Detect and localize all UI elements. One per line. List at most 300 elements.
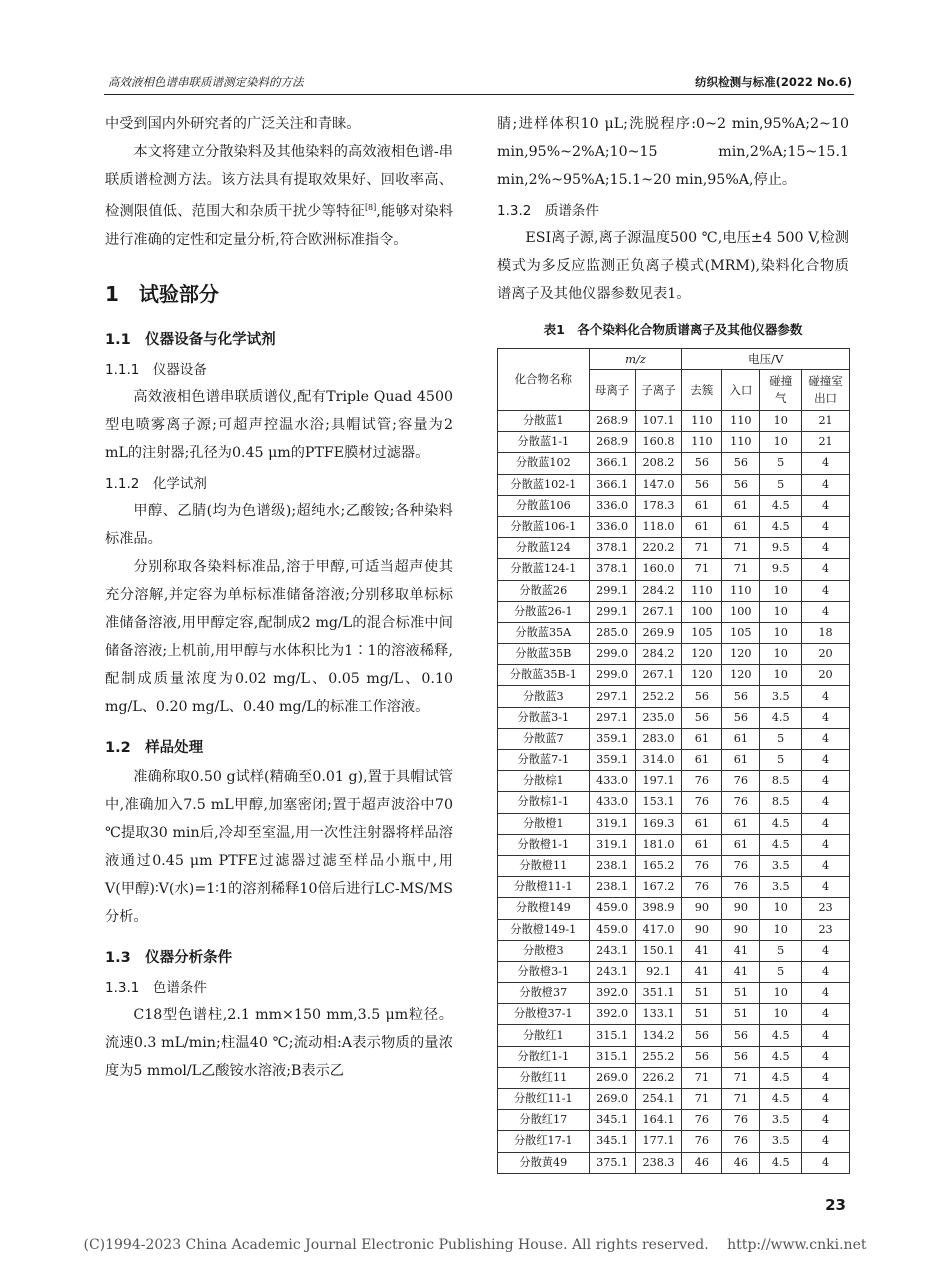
table-cell-value: 4: [802, 601, 850, 622]
table-cell-compound: 分散棕1-1: [498, 792, 590, 813]
table-row: [498, 538, 850, 559]
table-cell-compound: 分散橙149-1: [498, 919, 590, 940]
table-cell-compound: 分散蓝102: [498, 453, 590, 474]
table-cell-value: 243.1: [589, 961, 635, 982]
table-row: [498, 474, 850, 495]
table-cell-value: 336.0: [589, 516, 635, 537]
section-heading-1-1-2: 1.1.2 化学试剂: [105, 475, 207, 492]
table-cell-value: 226.2: [635, 1067, 682, 1088]
table-row: [498, 1046, 850, 1067]
table-cell-value: 61: [722, 813, 760, 834]
table-cell-value: 120: [722, 644, 760, 665]
table-cell-value: 220.2: [635, 538, 682, 559]
section-heading-1-3-1: 1.3.1 色谱条件: [105, 979, 207, 996]
table-cell-value: 351.1: [635, 983, 682, 1004]
table-cell-value: 160.8: [635, 432, 682, 453]
table-cell-value: 120: [682, 665, 722, 686]
table-cell-value: 61: [722, 516, 760, 537]
table-cell-value: 167.2: [635, 877, 682, 898]
section-heading-1-1-1: 1.1.1 仪器设备: [105, 361, 207, 378]
col-header-compound: 化合物名称: [498, 349, 590, 411]
table-cell-value: 4: [802, 1025, 850, 1046]
table-cell-value: 4.5: [760, 516, 802, 537]
table-cell-value: 61: [682, 728, 722, 749]
collision-gas-line1: 碰撞: [769, 374, 793, 388]
table-cell-value: 299.1: [589, 601, 635, 622]
table-cell-value: 254.1: [635, 1089, 682, 1110]
chromatography-paragraph-continued: 腈;进样体积10 μL;洗脱程序:0~2 min,95%A;2~10 min,95%~2%A;10~15 min,2%A;15~15.1 min,2%~95%A;15.1~20 min,95%A,停止。: [497, 116, 849, 188]
table-cell-value: 165.2: [635, 855, 682, 876]
table-cell-value: 398.9: [635, 898, 682, 919]
table-cell-value: 8.5: [760, 792, 802, 813]
table-cell-value: 120: [682, 644, 722, 665]
table-row: [498, 898, 850, 919]
sample-processing-paragraph: 准确称取0.50 g试样(精确至0.01 g),置于具帽试管中,准确加入7.5 mL甲醇,加塞密闭;置于超声波浴中70 ℃提取30 min后,冷却至室温,用一次性注射器将样品溶液通过0.45 μm PTFE过滤器过滤至样品小瓶中,用V(甲醇)∶V(水)=1∶1的溶剂稀释10倍后进行LC-MS/MS分析。: [105, 768, 453, 925]
table-cell-value: 5: [760, 728, 802, 749]
table-cell-value: 21: [802, 411, 850, 432]
table-cell-value: 5: [760, 940, 802, 961]
table-cell-value: 160.0: [635, 559, 682, 580]
table-cell-value: 10: [760, 919, 802, 940]
table-cell-value: 9.5: [760, 538, 802, 559]
table-caption: 表1 各个染料化合物质谱离子及其他仪器参数: [543, 322, 803, 337]
table-cell-value: 71: [682, 559, 722, 580]
table-cell-value: 120: [722, 665, 760, 686]
table-row: [498, 1089, 850, 1110]
table-cell-value: 4: [802, 538, 850, 559]
table-cell-compound: 分散蓝3-1: [498, 707, 590, 728]
copyright-footer: (C)1994-2023 China Academic Journal Electronic Publishing House. All rights reserved. http://www.cnki.net: [83, 1237, 867, 1253]
table-cell-value: 71: [682, 1089, 722, 1110]
table-cell-value: 100: [722, 601, 760, 622]
table-cell-compound: 分散红1: [498, 1025, 590, 1046]
table-cell-compound: 分散橙37-1: [498, 1004, 590, 1025]
table-cell-value: 76: [722, 1131, 760, 1152]
table-cell-compound: 分散蓝7: [498, 728, 590, 749]
table-cell-value: 76: [682, 877, 722, 898]
table-cell-value: 61: [682, 516, 722, 537]
table-cell-value: 76: [682, 855, 722, 876]
table-cell-value: 417.0: [635, 919, 682, 940]
table-cell-value: 378.1: [589, 538, 635, 559]
table-cell-value: 177.1: [635, 1131, 682, 1152]
table-cell-value: 76: [682, 1110, 722, 1131]
intro2-text: 本文将建立分散染料及其他染料的高效液相色谱-串联质谱检测方法。该方法具有提取效果好、回收率高、检测限值低、范围大和杂质干扰少等特征: [105, 144, 453, 220]
table-cell-value: 56: [682, 474, 722, 495]
table-cell-compound: 分散蓝26-1: [498, 601, 590, 622]
table-cell-value: 4: [802, 707, 850, 728]
table-cell-value: 238.1: [589, 855, 635, 876]
table-row: [498, 411, 850, 432]
table-cell-value: 4: [802, 834, 850, 855]
table-cell-value: 56: [722, 474, 760, 495]
table-cell-value: 4.5: [760, 813, 802, 834]
table-cell-value: 23: [802, 919, 850, 940]
table-cell-value: 90: [682, 898, 722, 919]
table-cell-value: 61: [722, 750, 760, 771]
table-cell-value: 4: [802, 940, 850, 961]
table-cell-value: 71: [722, 1067, 760, 1088]
table-cell-value: 4: [802, 961, 850, 982]
table-cell-value: 9.5: [760, 559, 802, 580]
page-number: 23: [825, 1196, 846, 1214]
table-cell-value: 4: [802, 580, 850, 601]
table-cell-value: 10: [760, 898, 802, 919]
table-cell-value: 392.0: [589, 983, 635, 1004]
table-cell-value: 378.1: [589, 559, 635, 580]
table-cell-value: 4: [802, 771, 850, 792]
table-cell-value: 56: [722, 686, 760, 707]
col-header-mz: m/z: [589, 349, 682, 370]
table-cell-value: 5: [760, 961, 802, 982]
table-cell-value: 459.0: [589, 919, 635, 940]
table-cell-compound: 分散蓝3: [498, 686, 590, 707]
table-cell-value: 319.1: [589, 813, 635, 834]
collision-exit-line1: 碰撞室: [808, 374, 843, 388]
table-row: [498, 1152, 850, 1173]
table-cell-value: 56: [682, 1046, 722, 1067]
intro2-tail: ,能够对染料进行准确的定性和定量分析,符合欧洲标准指令。: [105, 203, 453, 248]
col-header-entrance: 入口: [722, 370, 760, 411]
table-cell-value: 4.5: [760, 1067, 802, 1088]
table-cell-value: 4: [802, 686, 850, 707]
table-row: [498, 707, 850, 728]
table-cell-value: 359.1: [589, 750, 635, 771]
table-cell-compound: 分散蓝7-1: [498, 750, 590, 771]
table-cell-value: 283.0: [635, 728, 682, 749]
table-body: [498, 411, 850, 1174]
table-cell-compound: 分散橙11-1: [498, 877, 590, 898]
table-cell-value: 147.0: [635, 474, 682, 495]
table-cell-value: 255.2: [635, 1046, 682, 1067]
table-cell-value: 4: [802, 474, 850, 495]
table-cell-value: 23: [802, 898, 850, 919]
table-cell-compound: 分散橙1: [498, 813, 590, 834]
table-cell-value: 299.1: [589, 580, 635, 601]
table-cell-value: 76: [722, 1110, 760, 1131]
table-cell-value: 10: [760, 432, 802, 453]
table-cell-value: 267.1: [635, 601, 682, 622]
left-column: [105, 110, 453, 1085]
table-cell-value: 392.0: [589, 1004, 635, 1025]
table-row: [498, 728, 850, 749]
table-cell-value: 56: [682, 1025, 722, 1046]
table-cell-compound: 分散红11-1: [498, 1089, 590, 1110]
table-cell-value: 56: [682, 453, 722, 474]
table-cell-value: 61: [722, 834, 760, 855]
table-cell-value: 4: [802, 792, 850, 813]
table-cell-compound: 分散蓝35B-1: [498, 665, 590, 686]
table-cell-value: 110: [722, 580, 760, 601]
intro-paragraph-continued: 中受到国内外研究者的广泛关注和青睐。: [105, 116, 361, 132]
table-cell-value: 238.1: [589, 877, 635, 898]
table-cell-value: 238.3: [635, 1152, 682, 1173]
running-header-title: 高效液相色谱串联质谱测定染料的方法: [108, 75, 304, 89]
table-cell-value: 4: [802, 813, 850, 834]
table-row: [498, 601, 850, 622]
table-row: [498, 855, 850, 876]
table-cell-value: 208.2: [635, 453, 682, 474]
table-cell-value: 4: [802, 559, 850, 580]
table-cell-value: 105: [682, 622, 722, 643]
table-cell-value: 56: [722, 1046, 760, 1067]
table-row: [498, 919, 850, 940]
table-cell-value: 90: [682, 919, 722, 940]
table-cell-compound: 分散红1-1: [498, 1046, 590, 1067]
citation-ref[interactable]: [8]: [364, 203, 377, 212]
table-cell-value: 285.0: [589, 622, 635, 643]
table-cell-value: 56: [722, 707, 760, 728]
table-row: [498, 665, 850, 686]
table-row: [498, 495, 850, 516]
table-cell-value: 71: [682, 1067, 722, 1088]
table-cell-value: 41: [722, 940, 760, 961]
table-cell-value: 4: [802, 1152, 850, 1173]
table-cell-value: 71: [722, 538, 760, 559]
table-cell-value: 18: [802, 622, 850, 643]
right-column: [497, 110, 849, 1174]
table-cell-value: 315.1: [589, 1025, 635, 1046]
table-cell-value: 61: [682, 813, 722, 834]
table-cell-value: 46: [682, 1152, 722, 1173]
table-cell-value: 4: [802, 728, 850, 749]
table-cell-value: 118.0: [635, 516, 682, 537]
table-row: [498, 813, 850, 834]
table-cell-value: 299.0: [589, 644, 635, 665]
table-cell-value: 10: [760, 983, 802, 1004]
table-cell-value: 4: [802, 855, 850, 876]
chromatography-paragraph: C18型色谱柱,2.1 mm×150 mm,3.5 μm粒径。流速0.3 mL/min;柱温40 ℃;流动相:A表示物质的量浓度为5 mmol/L乙酸铵水溶液;B表示乙: [105, 1006, 453, 1079]
table-cell-compound: 分散橙11: [498, 855, 590, 876]
table-cell-value: 366.1: [589, 453, 635, 474]
table-cell-value: 61: [682, 834, 722, 855]
standard-prep-paragraph: 分别称取各染料标准品,溶于甲醇,可适当超声使其充分溶解,并定容为单标标准储备溶液;分别移取单标标准储备溶液,用甲醇定容,配制成2 mg/L的混合标准中间储备溶液;上机前,用甲醇与水体积比为1∶1的溶液稀释,配制成质量浓度为0.02 mg/L、0.05 mg/L、0.10 mg/L、0.20 mg/L、0.40 mg/L的标准工作溶液。: [105, 558, 453, 715]
table-cell-value: 4: [802, 1089, 850, 1110]
table-cell-value: 366.1: [589, 474, 635, 495]
table-row: [498, 559, 850, 580]
table-cell-value: 319.1: [589, 834, 635, 855]
table-cell-value: 76: [722, 877, 760, 898]
table-cell-value: 268.9: [589, 411, 635, 432]
table-cell-value: 269.0: [589, 1089, 635, 1110]
running-header-journal: 纺织检测与标准(2022 No.6): [695, 75, 852, 89]
table-cell-value: 5: [760, 474, 802, 495]
table-cell-value: 345.1: [589, 1131, 635, 1152]
table-cell-value: 110: [682, 432, 722, 453]
table-cell-value: 76: [682, 1131, 722, 1152]
table-cell-compound: 分散橙149: [498, 898, 590, 919]
table-cell-value: 433.0: [589, 771, 635, 792]
table-cell-value: 107.1: [635, 411, 682, 432]
table-cell-value: 4.5: [760, 834, 802, 855]
table-cell-value: 4: [802, 1046, 850, 1067]
table-cell-value: 76: [722, 771, 760, 792]
table-cell-compound: 分散蓝26: [498, 580, 590, 601]
table-cell-value: 3.5: [760, 1131, 802, 1152]
table-cell-value: 10: [760, 411, 802, 432]
table-row: [498, 432, 850, 453]
table-cell-value: 5: [760, 453, 802, 474]
table-cell-compound: 分散黄49: [498, 1152, 590, 1173]
equipment-paragraph: 高效液相色谱串联质谱仪,配有Triple Quad 4500型电喷雾离子源;可超声控温水浴;具帽试管;容量为2 mL的注射器;孔径为0.45 μm的PTFE膜材过滤器。: [105, 388, 453, 461]
table-row: [498, 644, 850, 665]
table-cell-value: 61: [682, 495, 722, 516]
intro-paragraph-2: [105, 138, 453, 254]
table-cell-compound: 分散橙3-1: [498, 961, 590, 982]
section-heading-experiment: 1 试验部分: [105, 281, 219, 306]
table-cell-compound: 分散蓝35A: [498, 622, 590, 643]
collision-gas-line2: 气: [774, 391, 787, 405]
table-cell-value: 3.5: [760, 877, 802, 898]
section-heading-1-3-2: 1.3.2 质谱条件: [497, 203, 599, 219]
table-cell-value: 41: [722, 961, 760, 982]
table-cell-value: 4: [802, 877, 850, 898]
table-row: [498, 1067, 850, 1088]
col-header-collision-exit: [802, 370, 850, 411]
table-row: [498, 771, 850, 792]
table-cell-value: 76: [682, 792, 722, 813]
table-cell-value: 51: [682, 983, 722, 1004]
table-row: [498, 516, 850, 537]
table-cell-value: 284.2: [635, 644, 682, 665]
table-row: [498, 750, 850, 771]
col-header-declustering: 去簇: [682, 370, 722, 411]
table-cell-value: 181.0: [635, 834, 682, 855]
table-cell-value: 153.1: [635, 792, 682, 813]
table-cell-value: 197.1: [635, 771, 682, 792]
table-cell-value: 8.5: [760, 771, 802, 792]
table-cell-value: 284.2: [635, 580, 682, 601]
table-cell-value: 76: [682, 771, 722, 792]
table-cell-value: 56: [682, 686, 722, 707]
table-cell-value: 3.5: [760, 855, 802, 876]
table-cell-value: 4: [802, 453, 850, 474]
table-cell-value: 71: [722, 559, 760, 580]
table-cell-value: 4.5: [760, 1025, 802, 1046]
table-cell-value: 3.5: [760, 686, 802, 707]
table-cell-value: 61: [722, 728, 760, 749]
table-cell-value: 4: [802, 750, 850, 771]
table-cell-value: 10: [760, 644, 802, 665]
table-row: [498, 877, 850, 898]
table-cell-compound: 分散蓝106-1: [498, 516, 590, 537]
table-row: [498, 983, 850, 1004]
table-cell-value: 10: [760, 1004, 802, 1025]
table-cell-value: 90: [722, 919, 760, 940]
table-cell-value: 56: [722, 1025, 760, 1046]
table-cell-value: 3.5: [760, 1110, 802, 1131]
table-cell-value: 4: [802, 1004, 850, 1025]
table-cell-value: 4: [802, 1110, 850, 1131]
table-cell-value: 269.9: [635, 622, 682, 643]
table-cell-value: 169.3: [635, 813, 682, 834]
section-heading-1-3: 1.3 仪器分析条件: [105, 949, 233, 966]
col-header-daughter-ion: 子离子: [635, 370, 682, 411]
table-cell-value: 20: [802, 644, 850, 665]
table-cell-value: 21: [802, 432, 850, 453]
table-cell-value: 314.0: [635, 750, 682, 771]
table-cell-compound: 分散橙1-1: [498, 834, 590, 855]
reagent-paragraph: 甲醇、乙腈(均为色谱级);超纯水;乙酸铵;各种染料标准品。: [105, 502, 453, 547]
table-cell-compound: 分散橙37: [498, 983, 590, 1004]
table-cell-value: 4.5: [760, 1089, 802, 1110]
section-heading-1-2: 1.2 样品处理: [105, 739, 204, 756]
table-cell-value: 297.1: [589, 707, 635, 728]
col-header-collision-gas: [760, 370, 802, 411]
table-cell-compound: 分散蓝124: [498, 538, 590, 559]
table-cell-value: 61: [722, 495, 760, 516]
table-cell-compound: 分散蓝35B: [498, 644, 590, 665]
table-row: [498, 834, 850, 855]
table-cell-compound: 分散红17: [498, 1110, 590, 1131]
table-cell-value: 164.1: [635, 1110, 682, 1131]
table-cell-value: 243.1: [589, 940, 635, 961]
table-cell-value: 4: [802, 495, 850, 516]
mass-spec-paragraph: ESI离子源,离子源温度500 ℃,电压±4 500 V,检测模式为多反应监测正负离子模式(MRM),染料化合物质谱离子及其他仪器参数见表1。: [497, 230, 849, 302]
col-header-voltage: 电压/V: [682, 349, 850, 370]
table-cell-value: 178.3: [635, 495, 682, 516]
table-row: [498, 1131, 850, 1152]
table-row: [498, 1110, 850, 1131]
table-cell-compound: 分散橙3: [498, 940, 590, 961]
table-cell-value: 56: [682, 707, 722, 728]
table-cell-value: 150.1: [635, 940, 682, 961]
table-cell-value: 20: [802, 665, 850, 686]
table-cell-compound: 分散红11: [498, 1067, 590, 1088]
table-cell-value: 299.0: [589, 665, 635, 686]
ms-parameter-table: [497, 348, 850, 1174]
table-cell-value: 5: [760, 750, 802, 771]
table-row: [498, 961, 850, 982]
table-cell-value: 359.1: [589, 728, 635, 749]
table-cell-value: 375.1: [589, 1152, 635, 1173]
table-cell-value: 41: [682, 961, 722, 982]
table-cell-value: 4.5: [760, 707, 802, 728]
table-row: [498, 1004, 850, 1025]
table-cell-compound: 分散蓝124-1: [498, 559, 590, 580]
table-row: [498, 622, 850, 643]
section-heading-1-1: 1.1 仪器设备与化学试剂: [105, 331, 276, 348]
collision-exit-line2: 出口: [814, 391, 838, 405]
table-cell-value: 100: [682, 601, 722, 622]
table-cell-value: 433.0: [589, 792, 635, 813]
table-cell-value: 315.1: [589, 1046, 635, 1067]
table-cell-value: 41: [682, 940, 722, 961]
table-cell-value: 71: [722, 1089, 760, 1110]
table-cell-value: 4: [802, 516, 850, 537]
table-cell-value: 61: [682, 750, 722, 771]
table-cell-value: 90: [722, 898, 760, 919]
table-cell-value: 105: [722, 622, 760, 643]
table-cell-compound: 分散蓝102-1: [498, 474, 590, 495]
table-cell-value: 235.0: [635, 707, 682, 728]
table-cell-value: 345.1: [589, 1110, 635, 1131]
table-cell-value: 4: [802, 1067, 850, 1088]
table-cell-value: 4: [802, 1131, 850, 1152]
table-cell-compound: 分散蓝1-1: [498, 432, 590, 453]
table-cell-compound: 分散红17-1: [498, 1131, 590, 1152]
col-header-parent-ion: 母离子: [589, 370, 635, 411]
table-cell-value: 267.1: [635, 665, 682, 686]
table-cell-compound: 分散棕1: [498, 771, 590, 792]
table-cell-compound: 分散蓝1: [498, 411, 590, 432]
table-cell-value: 336.0: [589, 495, 635, 516]
table-cell-value: 134.2: [635, 1025, 682, 1046]
table-cell-value: 110: [682, 411, 722, 432]
table-cell-value: 10: [760, 580, 802, 601]
table-cell-value: 269.0: [589, 1067, 635, 1088]
table-row: [498, 453, 850, 474]
